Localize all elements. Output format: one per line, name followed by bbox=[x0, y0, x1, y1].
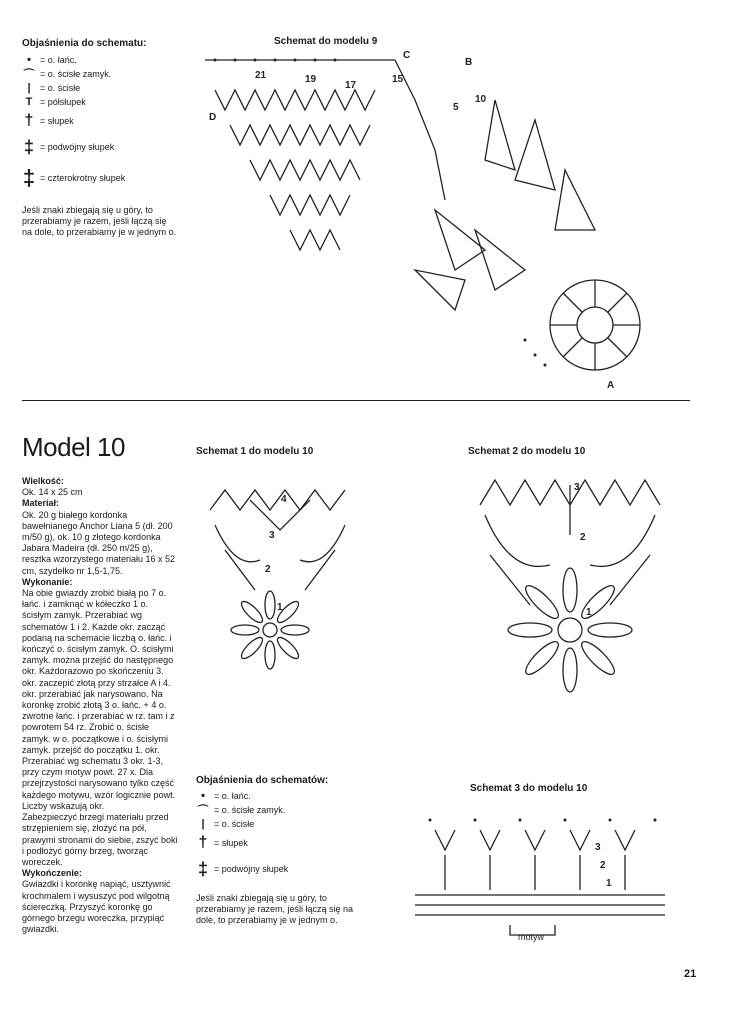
schema10-1-label: 4 bbox=[281, 494, 287, 505]
bar-icon: | bbox=[201, 818, 205, 830]
legend-label: = o. łańc. bbox=[40, 55, 77, 65]
legend-bottom-row bbox=[196, 789, 371, 803]
stitch-single-icon: † bbox=[24, 112, 34, 129]
schema10-3-label: 2 bbox=[600, 860, 606, 871]
legend-label: = półsłupek bbox=[40, 97, 86, 107]
stitch-double-icon: ‡ bbox=[23, 136, 34, 157]
schema10-3-label: 3 bbox=[595, 842, 601, 853]
legend-label: = o. łańc. bbox=[214, 791, 251, 801]
legend-top-row bbox=[22, 53, 182, 67]
schema10-2-label: 2 bbox=[580, 532, 586, 543]
legend-label: = czterokrotny słupek bbox=[40, 173, 126, 183]
legend-top-note: Jeśli znaki zbiegają się u góry, to przerabiamy je razem, jeśli łączą się na dole, to przerabiamy je w jednym o. bbox=[22, 205, 177, 237]
material-heading: Materiał: bbox=[22, 498, 60, 509]
schema9-label: A bbox=[607, 380, 615, 391]
legend-top bbox=[22, 38, 182, 238]
model10-description bbox=[22, 476, 180, 935]
schema9-label: 15 bbox=[392, 74, 404, 85]
schema9-label: D bbox=[209, 112, 217, 123]
bar-icon: | bbox=[27, 82, 31, 94]
schema10-1-title: Schemat 1 do modelu 10 bbox=[196, 446, 314, 457]
legend-top-row bbox=[22, 109, 182, 133]
schema9-label: B bbox=[465, 57, 473, 68]
legend-top-row bbox=[22, 95, 182, 109]
schema10-1-label: 3 bbox=[269, 530, 275, 541]
protect-text: Zabezpieczyć brzegi materiału przed strzępieniem się, złożyć na pół, prawymi stronami do siebie, zszyć boki i podłożyć górny brzeg, tworząc woreczek. bbox=[22, 812, 178, 867]
legend-label: = o. ścisłe zamyk. bbox=[40, 69, 112, 79]
legend-label: = o. ścisłe bbox=[40, 83, 81, 93]
schema10-1-label: 2 bbox=[265, 564, 271, 575]
material-text: Ok. 20 g białego kordonka bawełnianego Anchor Liana 5 (dł. 200 m/50 g), ok. 10 g złotego kordonka Jabara Madeira (dł. 250 m/25 g), resztka wzorzystego materiału 16 x 52 cm, szydełko nr 1,5-1,75. bbox=[22, 509, 176, 576]
size-heading: Wielkość: bbox=[22, 476, 64, 486]
stitch-single-icon: † bbox=[198, 834, 208, 851]
page-number: 21 bbox=[684, 968, 697, 980]
schema9-diagram bbox=[195, 40, 655, 391]
schema10-1-label: 1 bbox=[277, 602, 283, 613]
schema10-3-diagram bbox=[410, 800, 670, 945]
execution-text: Na obie gwiazdy zrobić białą po 7 o. łańc. i zamknąć w kółeczko 1 o. ścisłym zamyk. Przerabiać wg schematów 1 i 2. Każde okr. zacząć podaną na schemacie liczbą o. łańc. i kończyć o. ścisłym zamyk. O. ścisłymi zamyk. można przejść do następnego okr. Każdorazowo po skończeniu 3. okr. zaczepić złotą przy strzałce A i 4. okr. przerabiać jak narysowano. Na koronkę zrobić złotą 3 o. łańc. + 4 o. zwrotne łańc. i przerabiać w rz. tam i z powrotem 54 rz. Zrobić o. ścisłe zamyk. w o. początkowe i o. ścisłymi zamyk. przejść do początku 1. okr. Przerabiać wg schematu 3 okr. 1-3, przy czym motyw powt. 27 x. Dla przejrzystości narysowano tylko część każdego motywu, wzór logicznie powt. Liczby wskazują okr. bbox=[22, 588, 176, 811]
schema10-3-title: Schemat 3 do modelu 10 bbox=[470, 783, 588, 794]
legend-top-title: Objaśnienia do schematu: bbox=[22, 38, 147, 49]
model10-title: Model 10 bbox=[22, 432, 125, 462]
legend-top-row bbox=[22, 133, 182, 161]
dot-icon: • bbox=[27, 54, 31, 66]
schema9-label: 21 bbox=[255, 70, 267, 81]
arc-icon: ⌒ bbox=[23, 69, 35, 81]
schema9-label: C bbox=[403, 50, 411, 61]
stitch-double-icon: ‡ bbox=[197, 858, 208, 879]
t-icon: T bbox=[25, 96, 33, 108]
schema10-2-diagram bbox=[470, 465, 670, 715]
arc-icon: ⌒ bbox=[197, 805, 209, 817]
schema10-2-title: Schemat 2 do modelu 10 bbox=[468, 446, 586, 457]
schema10-2-label: 1 bbox=[586, 607, 592, 618]
legend-label: = podwójny słupek bbox=[40, 142, 115, 152]
finish-text: Gwiazdki i koronkę napiąć, usztywnić krochmalem i wysuszyć pod wilgotną ściereczką. Przyszyć koronkę go górnego brzegu woreczka, przypiąć gwiazdki. bbox=[22, 879, 171, 935]
section-divider bbox=[22, 400, 690, 401]
legend-label: = słupek bbox=[214, 838, 248, 848]
legend-top-row bbox=[22, 161, 182, 195]
schema9-label: 10 bbox=[475, 94, 487, 105]
schema9-label: 5 bbox=[453, 102, 459, 113]
schema9-label: 19 bbox=[305, 74, 317, 85]
execution-heading: Wykonanie: bbox=[22, 576, 73, 587]
legend-bottom-row bbox=[196, 803, 371, 817]
finish-heading: Wykończenie: bbox=[22, 868, 82, 879]
legend-bottom-note: Jeśli znaki zbiegają się u góry, to przerabiamy je razem, jeśli łączą się na dole, to przerabiamy je w jednym o. bbox=[196, 893, 354, 925]
motif-label: motyw bbox=[518, 932, 545, 942]
legend-label: = podwójny słupek bbox=[214, 864, 289, 874]
schema10-2-label: 3 bbox=[574, 482, 580, 493]
legend-label: = o. ścisłe zamyk. bbox=[214, 805, 286, 815]
legend-top-row bbox=[22, 81, 182, 95]
legend-top-row bbox=[22, 67, 182, 81]
size-text: Ok. 14 x 25 cm bbox=[22, 487, 83, 498]
legend-label: = słupek bbox=[40, 116, 74, 126]
schema9-label: 17 bbox=[345, 80, 357, 91]
legend-label: = o. ścisłe bbox=[214, 819, 255, 829]
legend-bottom-row bbox=[196, 855, 371, 883]
schema9-title: Schemat do modelu 9 bbox=[274, 36, 378, 47]
schema10-1-diagram bbox=[195, 470, 365, 680]
schema10-3-label: 1 bbox=[606, 878, 612, 889]
legend-bottom-row bbox=[196, 817, 371, 831]
legend-bottom bbox=[196, 775, 371, 926]
legend-bottom-row bbox=[196, 831, 371, 855]
legend-bottom-title: Objaśnienia do schematów: bbox=[196, 775, 329, 786]
dot-icon: • bbox=[201, 790, 205, 802]
stitch-quad-icon: ‡ bbox=[22, 165, 36, 190]
